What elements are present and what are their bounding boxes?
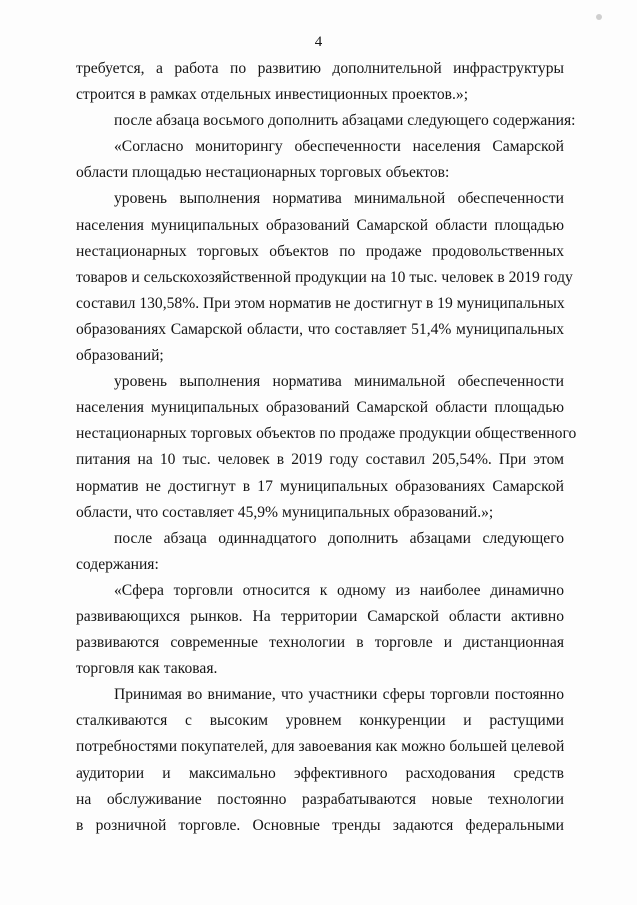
text-line: «Согласно мониторингу обеспеченности населения Самарской xyxy=(114,138,564,156)
text-line: строится в рамках отдельных инвестиционных проектов.»; xyxy=(76,86,469,104)
page-number: 4 xyxy=(314,34,323,50)
scan-speck xyxy=(596,14,602,20)
text-line: нестационарных торговых объектов по продаже продукции общественного xyxy=(76,425,577,443)
text-line: Принимая во внимание, что участники сферы торговли постоянно xyxy=(114,686,564,704)
text-line: составил 130,58%. При этом норматив не достигнут в 19 муниципальных xyxy=(76,294,565,312)
text-line: после абзаца одиннадцатого дополнить абзацами следующего xyxy=(114,529,564,547)
text-line: товаров и сельскохозяйственной продукции на 10 тыс. человек в 2019 году xyxy=(76,268,573,286)
text-line: образований; xyxy=(76,347,164,365)
text-line: содержания: xyxy=(76,555,159,573)
text-line: «Сфера торговли относится к одному из наиболее динамично xyxy=(114,581,564,599)
document-body xyxy=(76,56,577,839)
text-line: уровень выполнения норматива минимальной обеспеченности xyxy=(114,190,564,208)
text-line: норматив не достигнут в 17 муниципальных образованиях Самарской xyxy=(76,477,564,495)
text-line: питания на 10 тыс. человек в 2019 году составил 205,54%. При этом xyxy=(76,451,564,469)
text-line: в розничной торговле. Основные тренды задаются федеральными xyxy=(76,816,564,834)
text-line: области площадью нестационарных торговых объектов: xyxy=(76,164,450,182)
text-line: области, что составляет 45,9% муниципальных образований.»; xyxy=(76,503,494,521)
text-line: населения муниципальных образований Самарской области площадью xyxy=(76,216,564,234)
text-line: аудитории и максимально эффективного расходования средств xyxy=(76,764,564,782)
text-line: сталкиваются с высоким уровнем конкуренции и растущими xyxy=(76,712,564,730)
text-line: нестационарных торговых объектов по продаже продовольственных xyxy=(76,242,564,260)
text-line: развиваются современные технологии в торговле и дистанционная xyxy=(76,634,564,652)
text-line: образованиях Самарской области, что составляет 51,4% муниципальных xyxy=(76,320,564,338)
text-line: после абзаца восьмого дополнить абзацами следующего содержания: xyxy=(114,112,576,130)
text-line: потребностями покупателей, для завоевания как можно большей целевой xyxy=(76,738,565,756)
text-line: требуется, а работа по развитию дополнительной инфраструктуры xyxy=(76,60,564,77)
text-line: развивающихся рынков. На территории Самарской области активно xyxy=(76,607,564,625)
text-line: на обслуживание постоянно разрабатываются новые технологии xyxy=(76,790,564,808)
text-line: населения муниципальных образований Самарской области площадью xyxy=(76,399,564,417)
text-line: торговля как таковая. xyxy=(76,660,218,678)
text-line: уровень выполнения норматива минимальной обеспеченности xyxy=(114,373,564,391)
